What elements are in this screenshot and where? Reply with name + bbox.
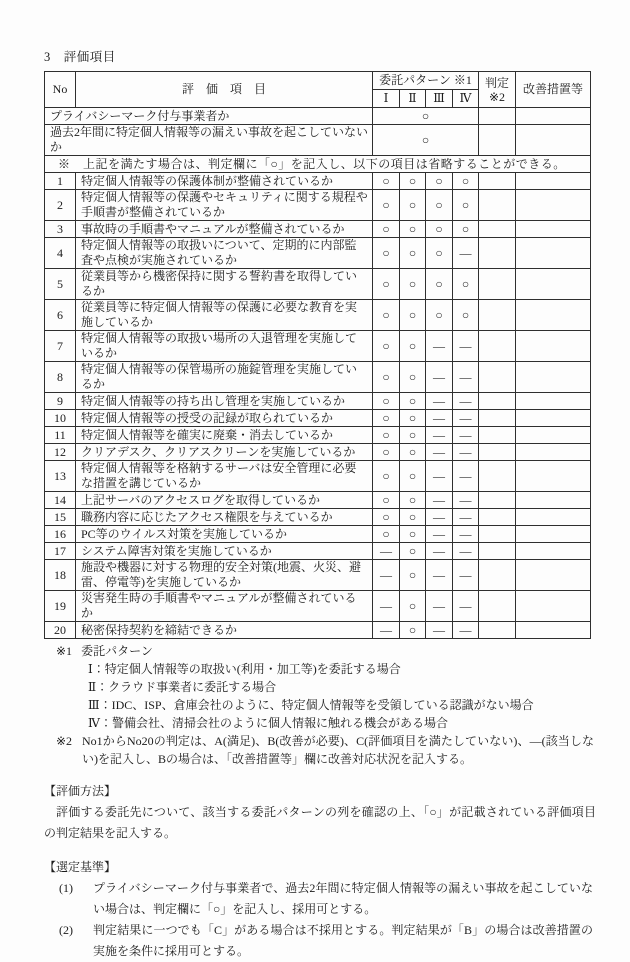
criteria-item [44,920,596,962]
pattern-cell-4: ― [453,543,479,560]
pattern-cell-2: ○ [400,410,426,427]
pattern-cell-1: ○ [373,362,400,393]
pattern-cell-4: ― [453,461,479,492]
footnote-1-label: ※1 [56,644,73,658]
improvement-cell [516,492,591,509]
improvement-cell [516,221,591,238]
pattern-cell-3: ― [426,543,453,560]
pattern-key: Ⅰ： [88,662,105,676]
screening-row [45,108,591,125]
judgement-cell [479,331,516,362]
pattern-cell-2: ○ [400,622,426,639]
improvement-cell [516,560,591,591]
pattern-key: Ⅳ： [88,716,112,730]
row-number: 1 [45,173,76,190]
pattern-cell-1: ○ [373,492,400,509]
judgement-cell [479,509,516,526]
pattern-cell-3: ○ [426,221,453,238]
footnote-2 [44,732,596,768]
table-row [45,543,591,560]
skip-note-row [45,156,591,173]
row-item: 特定個人情報等の取扱いについて、定期的に内部監査や点検が実施されているか [76,238,373,269]
pattern-cell-2: ○ [400,362,426,393]
row-item: 特定個人情報等の取扱い場所の入退管理を実施しているか [76,331,373,362]
row-number: 18 [45,560,76,591]
table-row [45,591,591,622]
pattern-cell-2: ○ [400,526,426,543]
row-item: クリアデスク、クリアスクリーンを実施しているか [76,444,373,461]
pattern-cell-4: ― [453,591,479,622]
selection-criteria-section [44,857,596,962]
pattern-cell-3: ○ [426,190,453,221]
pattern-cell-3: ― [426,331,453,362]
screening-row [45,125,591,156]
row-item: 従業員等に特定個人情報等の保護に必要な教育を実施しているか [76,300,373,331]
improvement-cell [516,526,591,543]
pattern-cell-2: ○ [400,591,426,622]
table-header [45,72,591,108]
criteria-text: 判定結果に一つでも「C」がある場合は不採用とする。判定結果が「B」の場合は改善措置の実施を条件に採用可とする。 [93,923,593,958]
pattern-cell-3: ― [426,492,453,509]
pattern-cell-1: ○ [373,461,400,492]
pattern-cell-2: ○ [400,492,426,509]
pattern-cell-2: ○ [400,393,426,410]
row-item: 事故時の手順書やマニュアルが整備されているか [76,221,373,238]
header-row-1 [45,72,591,90]
evaluation-method-heading: 【評価方法】 [44,784,117,798]
pattern-definition [44,660,596,678]
row-item: 特定個人情報等の保護体制が整備されているか [76,173,373,190]
judgement-cell [479,393,516,410]
pattern-cell-4: ― [453,444,479,461]
pattern-cell-1: ― [373,543,400,560]
improvement-cell [516,461,591,492]
screening-improvement-cell [516,125,591,156]
pattern-cell-4: ― [453,362,479,393]
row-number: 4 [45,238,76,269]
judgement-cell [479,492,516,509]
pattern-cell-4: ― [453,331,479,362]
evaluation-table [44,71,591,639]
table-row [45,410,591,427]
criteria-text: プライバシーマーク付与事業者で、過去2年間に特定個人情報等の漏えい事故を起こしていない場合は、判定欄に「○」を記入し、採用可とする。 [93,881,593,916]
screening-item: 過去2年間に特定個人情報等の漏えい事故を起こしていないか [45,125,373,156]
pattern-cell-4: ○ [453,221,479,238]
improvement-cell [516,410,591,427]
row-number: 3 [45,221,76,238]
table-row [45,393,591,410]
table-row [45,331,591,362]
improvement-cell [516,427,591,444]
row-number: 6 [45,300,76,331]
footnote-1 [44,642,596,660]
pattern-cell-4: ○ [453,300,479,331]
screening-pattern-mark: ○ [373,125,479,156]
judgement-footnote-ref: ※2 [488,89,506,104]
judgement-cell [479,269,516,300]
row-number: 16 [45,526,76,543]
row-number: 2 [45,190,76,221]
pattern-definition [44,678,596,696]
footnotes [44,642,596,768]
pattern-cell-2: ○ [400,331,426,362]
col-header-pattern-1: Ⅰ [373,90,400,108]
table-row [45,526,591,543]
pattern-cell-1: ○ [373,190,400,221]
pattern-cell-4: ― [453,393,479,410]
improvement-cell [516,362,591,393]
pattern-cell-1: ― [373,591,400,622]
evaluation-method-body: 評価する委託先について、該当する委託パターンの列を確認の上、「○」が記載されている評価項目の判定結果を記入する。 [44,805,596,840]
improvement-cell [516,173,591,190]
table-row [45,461,591,492]
footnote-2-text: No1からNo20の判定は、A(満足)、B(改善が必要)、C(評価項目を満たしていない)、―(該当しない)を記入し、Bの場合は、「改善措置等」欄に改善対応状況を記入する。 [82,734,594,766]
improvement-cell [516,300,591,331]
pattern-cell-2: ○ [400,221,426,238]
evaluation-method-section [44,781,596,844]
col-header-pattern-group: 委託パターン ※1 [373,72,479,90]
footnote-2-label: ※2 [56,734,73,748]
pattern-cell-1: ○ [373,331,400,362]
pattern-cell-1: ○ [373,526,400,543]
table-row [45,509,591,526]
pattern-cell-2: ○ [400,509,426,526]
improvement-cell [516,190,591,221]
pattern-cell-4: ― [453,238,479,269]
row-number: 17 [45,543,76,560]
row-item: 施設や機器に対する物理的安全対策(地震、火災、避雷、停電等)を実施しているか [76,560,373,591]
criteria-item [44,878,596,920]
pattern-cell-2: ○ [400,300,426,331]
judgement-cell [479,543,516,560]
judgement-cell [479,173,516,190]
table-row [45,300,591,331]
pattern-cell-4: ― [453,410,479,427]
pattern-cell-3: ― [426,362,453,393]
pattern-cell-4: ○ [453,190,479,221]
pattern-cell-2: ○ [400,269,426,300]
col-header-pattern-4: Ⅳ [453,90,479,108]
row-item: 特定個人情報等を格納するサーバは安全管理に必要な措置を講じているか [76,461,373,492]
improvement-cell [516,331,591,362]
criteria-marker: (1) [59,881,73,895]
row-number: 5 [45,269,76,300]
col-header-pattern-3: Ⅲ [426,90,453,108]
pattern-text: 特定個人情報等の取扱い(利用・加工等)を委託する場合 [104,662,401,676]
judgement-cell [479,190,516,221]
row-number: 12 [45,444,76,461]
judgement-label: 判定 [485,75,510,90]
row-number: 19 [45,591,76,622]
row-item: 特定個人情報等の保管場所の施錠管理を実施しているか [76,362,373,393]
row-item: 秘密保持契約を締結できるか [76,622,373,639]
col-header-item: 評 価 項 目 [76,72,373,108]
row-item: システム障害対策を実施しているか [76,543,373,560]
screening-pattern-mark: ○ [373,108,479,125]
pattern-cell-1: ― [373,622,400,639]
pattern-cell-3: ― [426,427,453,444]
pattern-cell-2: ○ [400,427,426,444]
row-item: 上記サーバのアクセスログを取得しているか [76,492,373,509]
judgement-cell [479,526,516,543]
selection-criteria-heading: 【選定基準】 [44,860,117,874]
row-number: 15 [45,509,76,526]
pattern-cell-2: ○ [400,444,426,461]
pattern-cell-4: ― [453,560,479,591]
screening-improvement-cell [516,108,591,125]
pattern-cell-2: ○ [400,173,426,190]
table-row [45,492,591,509]
table-row [45,622,591,639]
improvement-cell [516,543,591,560]
pattern-cell-2: ○ [400,461,426,492]
row-number: 8 [45,362,76,393]
pattern-cell-3: ○ [426,269,453,300]
improvement-cell [516,591,591,622]
table-row [45,427,591,444]
col-header-improvement: 改善措置等 [516,72,591,108]
pattern-definition [44,714,596,732]
table-row [45,362,591,393]
improvement-cell [516,509,591,526]
judgement-cell [479,410,516,427]
pattern-cell-1: ○ [373,393,400,410]
judgement-cell [479,362,516,393]
row-number: 11 [45,427,76,444]
table-row [45,190,591,221]
pattern-text: クラウド事業者に委託する場合 [108,680,277,694]
pattern-cell-1: ○ [373,410,400,427]
pattern-cell-2: ○ [400,543,426,560]
table-row [45,221,591,238]
criteria-marker: (2) [59,923,73,937]
row-number: 20 [45,622,76,639]
pattern-cell-3: ― [426,444,453,461]
pattern-cell-3: ○ [426,300,453,331]
screening-judgement-cell [479,125,516,156]
col-header-no: No [45,72,76,108]
pattern-cell-3: ― [426,560,453,591]
skip-note: ※ 上記を満たす場合は、判定欄に「○」を記入し、以下の項目は省略することができる。 [45,156,591,173]
judgement-cell [479,221,516,238]
row-item: 災害発生時の手順書やマニュアルが整備されているか [76,591,373,622]
judgement-cell [479,461,516,492]
pattern-cell-4: ― [453,427,479,444]
improvement-cell [516,393,591,410]
col-header-pattern-2: Ⅱ [400,90,426,108]
row-item: 特定個人情報等を確実に廃棄・消去しているか [76,427,373,444]
row-item: 特定個人情報等の授受の記録が取られているか [76,410,373,427]
table-body [45,108,591,639]
pattern-cell-1: ○ [373,269,400,300]
row-number: 13 [45,461,76,492]
pattern-key: Ⅱ： [88,680,109,694]
pattern-cell-3: ― [426,461,453,492]
pattern-cell-1: ○ [373,509,400,526]
pattern-cell-3: ― [426,591,453,622]
improvement-cell [516,622,591,639]
screening-item: プライバシーマーク付与事業者か [45,108,373,125]
row-number: 10 [45,410,76,427]
judgement-cell [479,427,516,444]
pattern-text: IDC、ISP、倉庫会社のように、特定個人情報等を受領している認識がない場合 [111,698,534,712]
judgement-cell [479,560,516,591]
row-number: 14 [45,492,76,509]
pattern-cell-4: ○ [453,269,479,300]
table-row [45,560,591,591]
pattern-cell-1: ○ [373,238,400,269]
col-header-judgement [479,72,516,108]
pattern-key: Ⅲ： [88,698,112,712]
pattern-cell-3: ○ [426,173,453,190]
pattern-cell-1: ○ [373,173,400,190]
pattern-cell-1: ○ [373,300,400,331]
pattern-cell-3: ○ [426,238,453,269]
screening-judgement-cell [479,108,516,125]
judgement-cell [479,300,516,331]
pattern-cell-3: ― [426,410,453,427]
pattern-cell-3: ― [426,622,453,639]
pattern-cell-3: ― [426,526,453,543]
row-item: 特定個人情報等の持ち出し管理を実施しているか [76,393,373,410]
row-item: 職務内容に応じたアクセス権限を与えているか [76,509,373,526]
pattern-cell-1: ○ [373,427,400,444]
row-number: 7 [45,331,76,362]
row-number: 9 [45,393,76,410]
pattern-cell-4: ○ [453,173,479,190]
judgement-cell [479,444,516,461]
table-row [45,173,591,190]
pattern-cell-4: ― [453,509,479,526]
improvement-cell [516,444,591,461]
improvement-cell [516,269,591,300]
pattern-cell-1: ○ [373,221,400,238]
pattern-cell-2: ○ [400,238,426,269]
improvement-cell [516,238,591,269]
pattern-cell-4: ― [453,622,479,639]
pattern-cell-4: ― [453,492,479,509]
pattern-definition [44,696,596,714]
pattern-cell-3: ― [426,509,453,526]
table-row [45,238,591,269]
row-item: 従業員等から機密保持に関する誓約書を取得しているか [76,269,373,300]
pattern-cell-4: ― [453,526,479,543]
judgement-cell [479,591,516,622]
pattern-cell-3: ― [426,393,453,410]
footnote-1-title: 委託パターン [81,644,153,658]
pattern-cell-1: ○ [373,444,400,461]
judgement-cell [479,622,516,639]
table-row [45,269,591,300]
pattern-cell-1: ― [373,560,400,591]
row-item: PC等のウイルス対策を実施しているか [76,526,373,543]
row-item: 特定個人情報等の保護やセキュリティに関する規程や手順書が整備されているか [76,190,373,221]
judgement-cell [479,238,516,269]
pattern-cell-2: ○ [400,190,426,221]
table-row [45,444,591,461]
page-title: 3 評価項目 [44,50,116,64]
pattern-cell-2: ○ [400,560,426,591]
pattern-text: 警備会社、清掃会社のように個人情報に触れる機会がある場合 [112,716,449,730]
